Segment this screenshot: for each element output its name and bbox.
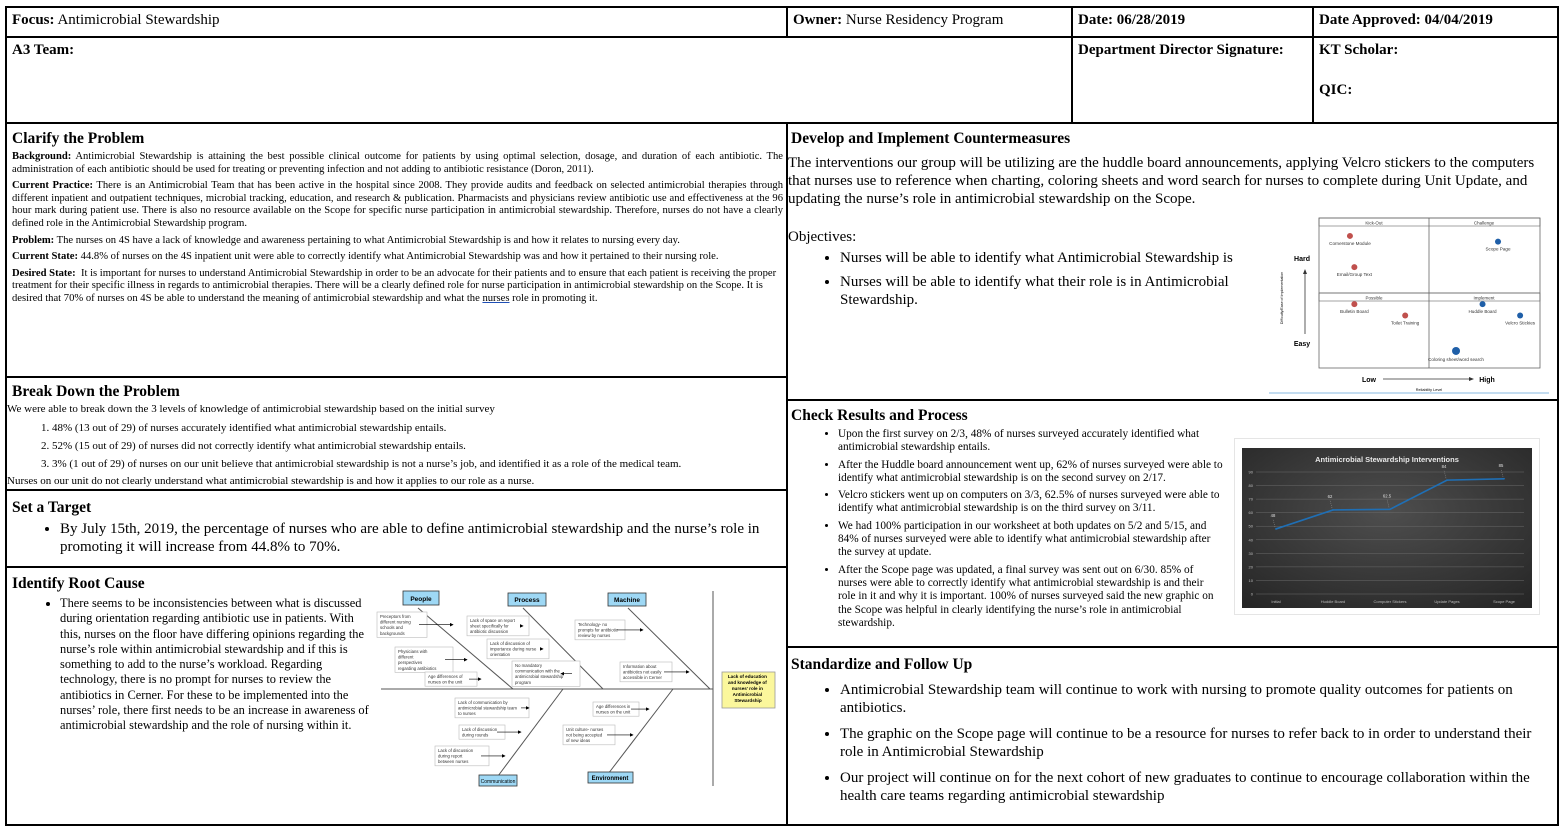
root-cause-item: • There seems to be inconsistencies between what is discussed during orientation regarding antibiotic use in patients. With this, nurses on the floor have differing opinions regarding the nurse’s role within antimicrobial stewardship and if this is something to add to the nurse’s workload. Regarding technology, there is no prompt for nurses to review the antibiotics in Cerner. For these to be implemented into the nurses’ role, there first needs to be an increase in awareness of antimicrobial stewardship and the role of nursing within it. xyxy=(60,596,372,734)
svg-text:backgrounds: backgrounds xyxy=(380,630,405,636)
check-results-section xyxy=(786,399,1559,648)
matrix-dot xyxy=(1351,264,1357,270)
svg-text:Preceptors from: Preceptors from xyxy=(380,614,411,619)
matrix-point-label: Bulletin Board xyxy=(1340,309,1369,315)
date-approved-cell xyxy=(1312,6,1559,38)
cause-box-environment xyxy=(593,702,649,716)
owner-value: Nurse Residency Program xyxy=(845,12,1004,28)
matrix-dot xyxy=(1480,301,1486,307)
breakdown-list xyxy=(7,419,783,473)
quadrant-implement: Implement xyxy=(1473,295,1495,301)
svg-text:during report: during report xyxy=(438,753,463,759)
cause-box-communication xyxy=(459,725,521,739)
svg-text:to nurses: to nurses xyxy=(458,711,476,717)
director-signature-cell xyxy=(1071,36,1314,124)
svg-text:Environment: Environment xyxy=(591,776,629,782)
breakdown-item: 1. 48% (13 out of 29) of nurses accurately identified what antimicrobial stewardship entails. xyxy=(52,419,783,437)
chart-frame xyxy=(1234,438,1540,615)
svg-text:of new ideas: of new ideas xyxy=(566,738,591,744)
follow-up-item: • The graphic on the Scope page will continue to be a resource for nurses to refer back to in order to understand their role in Antimicrobial Stewardship xyxy=(840,725,1554,761)
problem-paragraph: Problem: The nurses on 4S have a lack of knowledge and awareness pertaining to what Antimicrobial Stewardship is and how it relates to nursing every day. xyxy=(12,234,680,246)
cause-box-people xyxy=(395,647,467,672)
svg-text:not being accepted: not being accepted xyxy=(566,732,603,738)
svg-text:antibiotic discussion: antibiotic discussion xyxy=(470,629,509,635)
svg-text:review by nurses: review by nurses xyxy=(578,633,611,639)
svg-text:Unit culture- nurses: Unit culture- nurses xyxy=(566,727,604,732)
clarify-problem-title: Clarify the Problem xyxy=(12,130,145,147)
focus-cell xyxy=(5,6,788,38)
result-item: • We had 100% participation in our worksheet at both updates on 5/2 and 5/15, and 84% of nurses surveyed were able to identify what antimicrobial stewardship after the survey at update. xyxy=(838,520,1223,560)
category-environment xyxy=(588,772,633,783)
target-item: • By July 15th, 2019, the percentage of nurses who are able to define antimicrobial stewardship and the nurse’s role in promoting it will increase from 44.8% to 70%. xyxy=(60,520,783,556)
svg-text:People: People xyxy=(410,596,432,603)
y-tick-label: 50 xyxy=(1248,523,1253,529)
svg-text:Lack of education and: Lack of education and knowledge of nurses' role in Antimicrobial Stewardship xyxy=(727,674,767,703)
svg-text:importance during nurse: importance during nurse xyxy=(490,646,537,652)
standardize-section xyxy=(786,646,1559,826)
y-tick-label: 10 xyxy=(1248,577,1253,583)
focus-value: Antimicrobial Stewardship xyxy=(57,12,220,28)
matrix-dot xyxy=(1347,233,1353,239)
svg-text:nurses on the unit: nurses on the unit xyxy=(596,709,631,715)
check-results-title: Check Results and Process xyxy=(791,407,968,424)
current-state-paragraph: Current State: 44.8% of nurses on the 4S inpatient unit were able to correctly identify what Antimicrobial Stewardship was and how it pertained to their nursing role. xyxy=(12,251,719,263)
matrix-point-label: Cornerstone Module xyxy=(1329,240,1371,246)
svg-text:No mandatory: No mandatory xyxy=(515,663,542,668)
cause-box-environment xyxy=(563,725,633,745)
matrix-point-label: Email/Group Text xyxy=(1336,272,1372,278)
director-signature-label: Department Director Signature: xyxy=(1078,42,1284,58)
svg-text:Lack of discussion: Lack of discussion xyxy=(438,748,474,753)
breakdown-conclusion: Nurses on our unit do not clearly understand what antimicrobial stewardship is and how it applies to our role as a nurse. xyxy=(7,475,535,487)
matrix-point-label: Coloring sheet/word search xyxy=(1428,356,1484,362)
svg-text:Lack of communication by: Lack of communication by xyxy=(458,700,508,705)
matrix-point-label: Scope Page xyxy=(1485,246,1511,252)
svg-text:antibiotics not easily: antibiotics not easily xyxy=(623,669,662,675)
x-tick-label: Computer Stickers xyxy=(1373,599,1407,604)
y-tick-label: 40 xyxy=(1248,537,1253,543)
data-label: 62 xyxy=(1327,493,1333,499)
svg-text:different: different xyxy=(398,654,414,660)
svg-text:perspectives: perspectives xyxy=(398,660,423,666)
svg-text:Communication: Communication xyxy=(480,779,516,785)
x-high-label: High xyxy=(1479,377,1495,384)
svg-text:program: program xyxy=(515,679,532,685)
cause-box-people xyxy=(425,672,481,686)
desired-state-paragraph: Desired State: It is important for nurses to understand Antimicrobial Stewardship in order to be an advocate for their patients and to ensure that each patient is receiving the proper treatment for their specific illness in regards to antimicrobial therapies. There will be a clearly defined role for nurse participation in antimicrobial stewardship on the Scope. It is desired that 70% of nurses on 4S be able to understand the meaning of antimicrobial stewardship and what the nurses role in promoting it. xyxy=(12,267,777,304)
x-tick-label: Initial xyxy=(1271,599,1281,604)
follow-up-item: • Antimicrobial Stewardship team will continue to work with nursing to promote quality outcomes for patients on antibiotics. xyxy=(840,681,1554,717)
countermeasures-section xyxy=(786,122,1559,401)
clarify-problem-section xyxy=(5,122,788,378)
root-cause-section xyxy=(5,566,788,826)
svg-text:Physicians with: Physicians with xyxy=(398,649,428,654)
breakdown-item: 3. 3% (1 out of 29) of nurses on our unit believe that antimicrobial stewardship is not a nurse’s job, and identified it as a role of the medical team. xyxy=(52,455,783,473)
root-cause-title: Identify Root Cause xyxy=(12,575,145,592)
cause-box-machine xyxy=(620,662,689,682)
quadrant-kick-out: Kick-Out xyxy=(1365,220,1383,226)
impact-matrix xyxy=(1269,212,1549,397)
data-point xyxy=(1389,508,1391,510)
set-target-section xyxy=(5,489,788,568)
matrix-point-label: Toilet Training xyxy=(1391,320,1420,326)
y-tick-label: 70 xyxy=(1248,496,1253,502)
cause-box-machine xyxy=(575,620,643,640)
result-item: • After the Scope page was updated, a final survey was sent out on 6/30. 85% of nurses were able to correctly identify what antimicrobial stewardship is and their role in it and why it is important. 100% of nurses surveyed said the new graphic on the Scope was helpful in clearly identifying the nurse’s role in antimicrobial stewardship. xyxy=(838,564,1223,630)
y-tick-label: 90 xyxy=(1248,469,1253,475)
data-point xyxy=(1275,528,1277,530)
cause-box-process xyxy=(467,616,529,636)
matrix-dot xyxy=(1517,312,1523,318)
category-communication xyxy=(479,775,517,786)
breakdown-title: Break Down the Problem xyxy=(12,383,180,400)
svg-text:Age differences of: Age differences of xyxy=(428,674,463,679)
data-point xyxy=(1332,509,1334,511)
breakdown-section xyxy=(5,376,788,491)
interventions-line-chart xyxy=(1242,448,1532,608)
svg-text:Age differences in: Age differences in xyxy=(596,704,631,709)
svg-text:Lack of discussion of: Lack of discussion of xyxy=(490,641,530,646)
category-process xyxy=(508,593,546,606)
objective-item: • Nurses will be able to identify what Antimicrobial Stewardship is xyxy=(840,249,1280,267)
standardize-title: Standardize and Follow Up xyxy=(791,656,973,673)
svg-text:Lack of discussion: Lack of discussion xyxy=(462,727,498,732)
matrix-point-label: Velcro Stickies xyxy=(1505,320,1536,326)
date-cell xyxy=(1071,6,1314,38)
x-tick-label: Update Pages xyxy=(1434,599,1460,604)
y-tick-label: 60 xyxy=(1248,510,1253,516)
cause-box-process xyxy=(512,661,580,686)
owner-cell xyxy=(786,6,1073,38)
objectives-label: Objectives: xyxy=(788,229,857,245)
matrix-dot xyxy=(1452,347,1460,355)
objective-item: • Nurses will be able to identify what their role is in Antimicrobial Stewardship. xyxy=(840,273,1280,309)
current-practice-paragraph: Current Practice: There is an Antimicrobial Team that has been active in the hospital since 2008. They provide audits and feedback on selected antimicrobial therapies through different inpatient and outpatient techniques, microbial tracking, education, and research & publication. Pharmacists and physicians review antibiotic use and effectiveness at the 96 hour mark during patient use. There is also no resource available on the Scope for specific nurse participation in antimicrobial stewardship. Therefore, nurses do not have a clearly defined role in the Antimicrobial Stewardship program. xyxy=(12,180,783,229)
svg-text:antimicrobial stewardship: antimicrobial stewardship xyxy=(515,674,564,680)
countermeasures-title: Develop and Implement Countermeasures xyxy=(791,130,1071,147)
a3-team-label: A3 Team: xyxy=(12,42,75,58)
background-paragraph: Background: Antimicrobial Stewardship is attaining the best possible clinical outcome for patients by using optimal selection, dosage, and duration of each antibiotic. The administration of each antibiotic should be used for treating or preventing infection and not adding to antibiotic resistance (Doron, 2011). xyxy=(12,151,783,175)
svg-text:antimicrobial stewardship team: antimicrobial stewardship team xyxy=(458,705,517,711)
x-tick-label: Scope Page xyxy=(1493,599,1515,604)
y-tick-label: 20 xyxy=(1248,564,1253,570)
cause-box-process xyxy=(487,639,549,659)
svg-text:Lack of space on report: Lack of space on report xyxy=(470,618,515,623)
result-item: • After the Huddle board announcement went up, 62% of nurses surveyed were able to identify what antimicrobial stewardship is on the second survey on 2/17. xyxy=(838,459,1223,486)
a3-team-cell xyxy=(5,36,1073,124)
y-high-label: Hard xyxy=(1294,256,1310,263)
y-tick-label: 0 xyxy=(1250,591,1253,597)
cause-box-communication xyxy=(435,746,505,766)
y-axis-label: Difficulty/Ease of Implementation xyxy=(1280,271,1284,325)
result-item: • Velcro stickers went up on computers on 3/3, 62.5% of nurses surveyed were able to identify what antimicrobial stewardship is on the third survey on 3/11. xyxy=(838,489,1223,516)
countermeasures-intro: The interventions our group will be utilizing are the huddle board announcements, applying Velcro stickers to the computers that nurses use to reference when charting, coloring sheets and word search for nurses to complete during Unit Update, and updating the nurse’s role in antimicrobial stewardship on the Scope. xyxy=(788,155,1535,207)
svg-text:regarding antibiotics: regarding antibiotics xyxy=(398,665,437,671)
svg-text:orientation: orientation xyxy=(490,652,511,658)
quadrant-possible: Possible xyxy=(1365,295,1383,301)
y-tick-label: 30 xyxy=(1248,550,1253,556)
date-label: Date: 06/28/2019 xyxy=(1078,12,1186,28)
matrix-dot xyxy=(1402,312,1408,318)
svg-text:prompts for antibiotic: prompts for antibiotic xyxy=(578,627,618,633)
y-low-label: Easy xyxy=(1293,341,1311,348)
data-point xyxy=(1446,479,1448,481)
breakdown-item: 2. 52% (15 out of 29) of nurses did not correctly identify what antimicrobial stewardship entails. xyxy=(52,437,783,455)
svg-text:Information about: Information about xyxy=(623,664,657,669)
matrix-dot xyxy=(1351,301,1357,307)
svg-text:Machine: Machine xyxy=(613,597,641,604)
date-approved-label: Date Approved: 04/04/2019 xyxy=(1319,12,1493,28)
owner-label: Owner: xyxy=(793,12,843,28)
svg-text:schools and: schools and xyxy=(380,625,403,631)
data-label: 85 xyxy=(1498,462,1504,468)
fishbone-effect xyxy=(722,672,775,708)
fishbone-diagram xyxy=(373,586,783,791)
svg-text:sheet specifically for: sheet specifically for xyxy=(470,623,509,629)
kt-scholar-label: KT Scholar: xyxy=(1319,42,1399,58)
x-tick-label: Huddle Board xyxy=(1320,599,1346,604)
kt-scholar-cell xyxy=(1312,36,1559,124)
data-label: 48 xyxy=(1270,512,1276,518)
cause-box-people xyxy=(377,612,453,637)
svg-text:nurses on the unit: nurses on the unit xyxy=(428,679,463,685)
matrix-dot xyxy=(1495,239,1501,245)
data-label: 62.5 xyxy=(1382,493,1392,499)
svg-text:communication with the: communication with the xyxy=(515,668,560,674)
breakdown-intro: We were able to break down the 3 levels of knowledge of antimicrobial stewardship based on the initial survey xyxy=(7,403,495,415)
spelling-underlined-word: nurses xyxy=(482,292,510,304)
matrix-point-label: Huddle Board xyxy=(1468,309,1497,315)
svg-text:during rounds: during rounds xyxy=(462,732,489,738)
svg-text:between nurses: between nurses xyxy=(438,759,469,765)
chart-title: Antimicrobial Stewardship Interventions xyxy=(1315,455,1459,464)
svg-text:Process: Process xyxy=(514,597,540,604)
focus-label: Focus: xyxy=(12,12,55,28)
x-low-label: Low xyxy=(1362,377,1376,384)
x-axis-label: Reliability Level xyxy=(1415,388,1443,392)
category-machine xyxy=(608,593,646,606)
category-people xyxy=(403,591,439,605)
svg-text:accessible in Cerner: accessible in Cerner xyxy=(623,675,662,681)
cause-box-communication xyxy=(455,698,529,718)
qic-label: QIC: xyxy=(1319,82,1353,98)
y-tick-label: 80 xyxy=(1248,483,1253,489)
svg-text:Technology- no: Technology- no xyxy=(578,622,608,627)
result-item: • Upon the first survey on 2/3, 48% of nurses surveyed accurately identified what antimicrobial stewardship entails. xyxy=(838,428,1223,455)
svg-text:different nursing: different nursing xyxy=(380,619,411,625)
data-label: 84 xyxy=(1441,464,1447,470)
quadrant-challenge: Challenge xyxy=(1473,220,1495,226)
data-point xyxy=(1503,478,1505,480)
follow-up-item: • Our project will continue on for the next cohort of new graduates to continue to encourage collaboration within the health care teams regarding antimicrobial stewardship xyxy=(840,769,1554,805)
set-target-title: Set a Target xyxy=(12,499,92,516)
